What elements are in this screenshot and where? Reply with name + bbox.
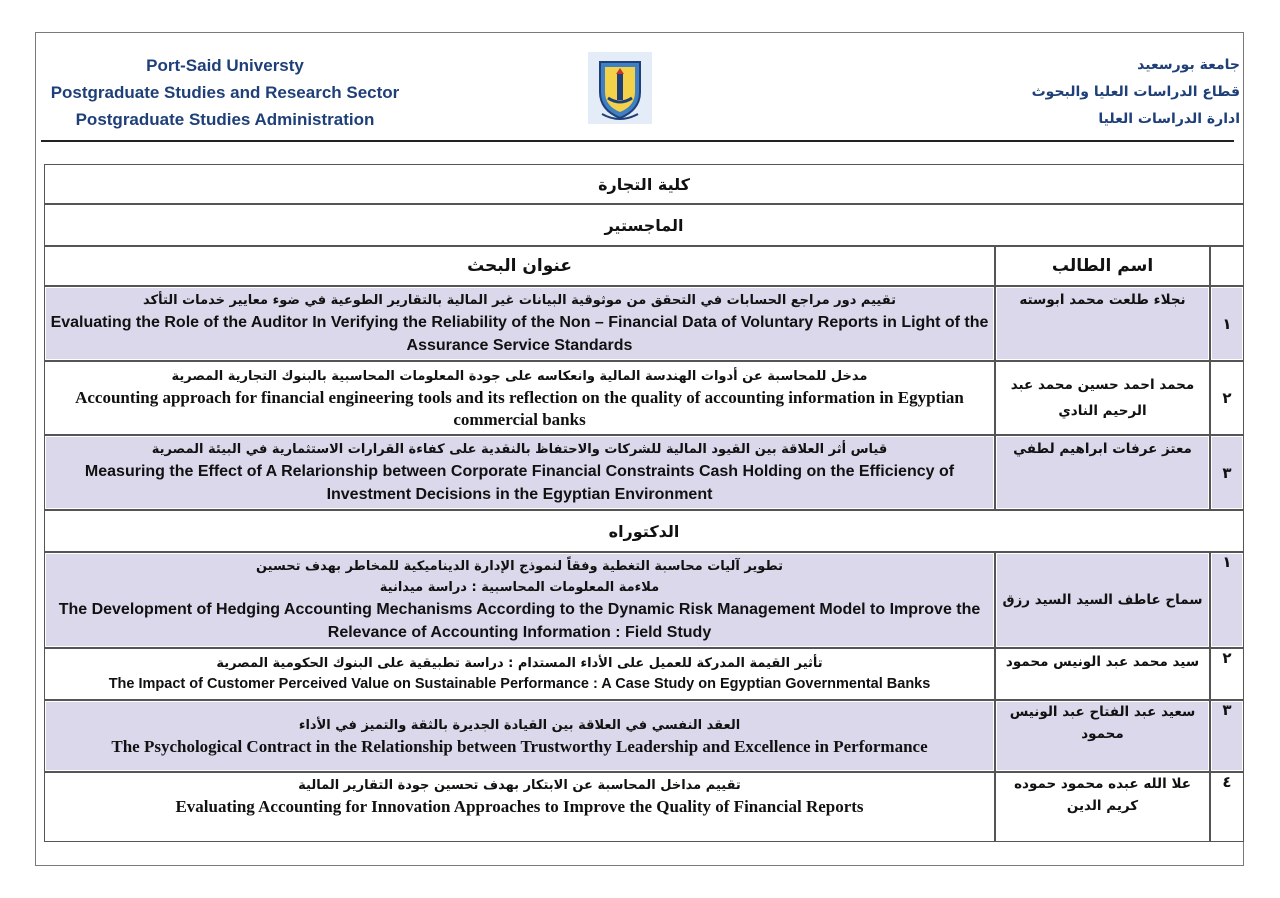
header-arabic — [1010, 52, 1240, 133]
column-header-number — [1210, 246, 1244, 286]
table-row — [44, 361, 1244, 435]
table-row — [44, 286, 1244, 361]
student-name: علا الله عبده محمود حموده كريم الدين — [995, 772, 1210, 842]
thesis-title-en: The Psychological Contract in the Relationship between Trustworthy Leadership and Excellence in Performance — [111, 736, 928, 756]
thesis-title-en: Measuring the Effect of A Relarionship between Corporate Financial Constraints Cash Holding on the Efficiency of Investment Decisions in the Egyptian Environment — [84, 463, 955, 503]
table-row — [44, 648, 1244, 700]
sector-name-ar: قطاع الدراسات العليا والبحوث — [1031, 84, 1240, 100]
university-emblem-icon — [588, 52, 652, 124]
table-row — [44, 552, 1244, 648]
table-row — [44, 772, 1244, 842]
header-divider — [41, 140, 1234, 142]
theses-table — [44, 164, 1244, 842]
student-name: سعيد عبد الفتاح عبد الونيس محمود — [995, 700, 1210, 772]
student-name: محمد احمد حسين محمد عبد الرحيم النادي — [995, 361, 1210, 435]
thesis-title-ar: مدخل للمحاسبة عن أدوات الهندسة المالية وانعكاسه على جودة المعلومات المحاسبية بالبنوك التجارية المصرية — [171, 368, 868, 384]
administration-name-en: Postgraduate Studies Administration — [75, 110, 375, 129]
student-name: سماح عاطف السيد السيد رزق — [995, 552, 1210, 648]
thesis-title-ar: تقييم مداخل المحاسبة عن الابتكار بهدف تحسين جودة التقارير المالية — [298, 778, 741, 793]
university-name-ar: جامعة بورسعيد — [1137, 57, 1240, 73]
thesis-title-en: Evaluating Accounting for Innovation Approaches to Improve the Quality of Financial Reports — [175, 797, 864, 816]
student-name: نجلاء طلعت محمد ابوسته — [995, 286, 1210, 361]
table-row — [44, 700, 1244, 772]
thesis-title-en: The Impact of Customer Perceived Value on Sustainable Performance : A Case Study on Egyptian Governmental Banks — [108, 676, 931, 692]
thesis-title — [44, 361, 995, 435]
thesis-title — [44, 286, 995, 361]
faculty-row — [44, 164, 1244, 204]
row-number: ١ — [1210, 552, 1244, 648]
thesis-title-ar: تقييم دور مراجع الحسابات في التحقق من موثوقية البيانات غير المالية بالتقارير الطوعية في ضوء معايير خدمات التأكد — [143, 293, 896, 308]
university-name-en: Port-Said Universty — [146, 56, 304, 75]
masters-heading: الماجستير — [44, 204, 1244, 246]
thesis-title — [44, 552, 995, 648]
header-english — [40, 52, 410, 133]
thesis-title-ar: قياس أثر العلاقة بين القيود المالية للشركات والاحتفاظ بالنقدية على كفاءة القرارات الاستثمارية في البيئة المصرية — [151, 442, 888, 457]
column-header-student: اسم الطالب — [995, 246, 1210, 286]
thesis-title-en: Accounting approach for financial engineering tools and its reflection on the quality of accounting information in Egyptian commercial banks — [75, 387, 964, 429]
doctorate-heading: الدكتوراه — [44, 510, 1244, 552]
row-number: ٢ — [1210, 361, 1244, 435]
student-name: سيد محمد عبد الونيس محمود — [995, 648, 1210, 700]
thesis-title — [44, 772, 995, 842]
thesis-title — [44, 700, 995, 772]
row-number: ٣ — [1210, 700, 1244, 772]
thesis-title-ar: تطوير آليات محاسبة التغطية وفقاً لنموذج الإدارة الديناميكية للمخاطر بهدف تحسين ملاءمة المعلومات المحاسبية : دراسة ميدانية — [255, 559, 784, 595]
thesis-title-en: Evaluating the Role of the Auditor In Verifying the Reliability of the Non – Financial Data of Voluntary Reports in Light of the Assurance Service Standards — [50, 314, 989, 354]
table-row — [44, 435, 1244, 510]
thesis-title — [44, 648, 995, 700]
doctorate-heading-row — [44, 510, 1244, 552]
administration-name-ar: ادارة الدراسات العليا — [1098, 111, 1240, 127]
masters-heading-row — [44, 204, 1244, 246]
column-header-row — [44, 246, 1244, 286]
thesis-title-ar: العقد النفسي في العلاقة بين القيادة الجديرة بالثقة والتميز في الأداء — [298, 717, 741, 733]
column-header-title: عنوان البحث — [44, 246, 995, 286]
student-name: معتز عرفات ابراهيم لطفي — [995, 435, 1210, 510]
row-number: ٤ — [1210, 772, 1244, 842]
row-number: ٣ — [1210, 435, 1244, 510]
thesis-title — [44, 435, 995, 510]
faculty-title: كلية التجارة — [44, 164, 1244, 204]
row-number: ١ — [1210, 286, 1244, 361]
thesis-title-en: The Development of Hedging Accounting Mechanisms According to the Dynamic Risk Management Model to Improve the Relevance of Accounting Information : Field Study — [58, 601, 981, 641]
thesis-title-ar: تأثير القيمة المدركة للعميل على الأداء المستدام : دراسة تطبيقية على البنوك الحكومية المصرية — [216, 656, 823, 671]
sector-name-en: Postgraduate Studies and Research Sector — [50, 83, 400, 102]
row-number: ٢ — [1210, 648, 1244, 700]
